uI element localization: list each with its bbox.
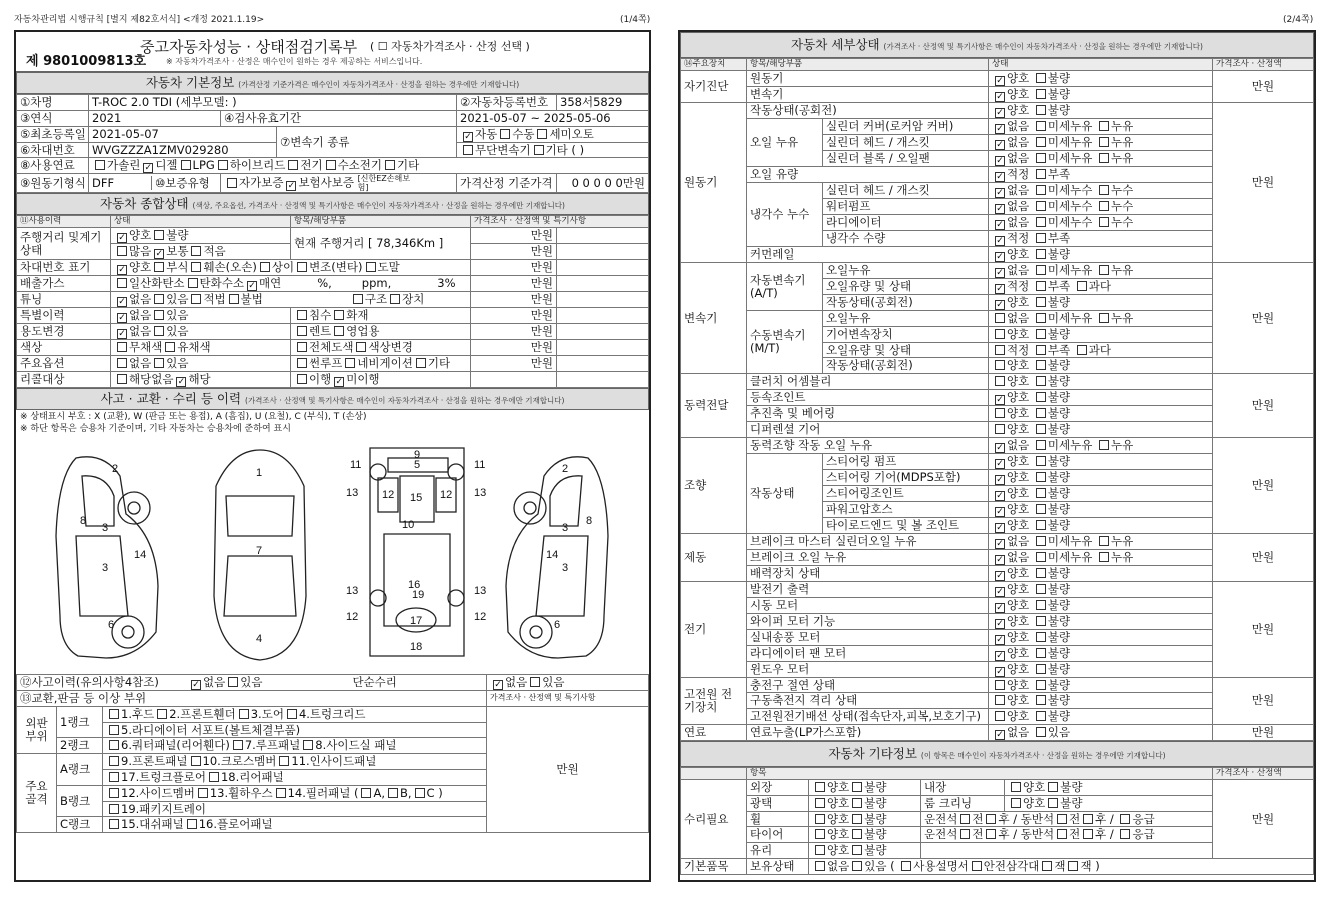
sub-item-label: 스티어링 펌프 <box>823 453 989 469</box>
basic-info-table: ①차명 T-ROC 2.0 TDI (세부모델: ) ②자동차등록번호 358서5829 ③연식 2021 ④검사유효기간 2021-05-07 ~ 2025-05-06 ⑤최초등록일 2021-05-07 ⑦변속기 종류 ✓ 자동 수동 세미오토 ⑥차대번호 WVGZZZA1ZMV029280 무단변속기 기타 ( ) ⑧사용연료 가솔린 ✓ 디젤 LPG 하이브리드 전기 수소전기 기타 ⑨원동기형식 DFF ⑩보증유형 자가보증 ✓ 보험사보증 [신한EZ손해보험] 가격산정 기준가격 0 0 0 0 0만원 <box>16 94 649 193</box>
overall-status-header: 자동차 종합상태 (색상, 주요옵션, 가격조사 · 산정액 및 특기사항은 매수인이 자동차가격조사 · 산정을 원하는 경우에만 기재합니다) <box>16 193 649 215</box>
car-label: 13 <box>474 584 487 597</box>
sub-item-label: 실린더 블록 / 오일팬 <box>823 151 989 167</box>
status-legend: ※ 상태표시 부호 : X (교환), W (판금 또는 용접), A (흠집), U (요철), C (부식), T (손상) ※ 하단 항목은 승용차 기준이며, 기타 자동차는 승용차에 준하여 표시 <box>20 411 367 434</box>
car-label: 13 <box>346 584 359 597</box>
overall-status-table: ⑪사용이력 상태 항목/해당부품 가격조사 · 산정액 및 특기사항 주행거리 및계기상태 ✓ 양호 불량 현재 주행거리 [ 78,346Km ] 만원 많음 ✓ 보통 적음 만원 차대번호 표기 ✓ 양호 부식 훼손(오손) 상이 변조(변타) 도말 만원 배출가스 일산화탄소 탄화수소 ✓ 매연 %, ppm, 3% 만원 튜닝 ✓ 없음 있음 적법 불법 구조 장치 만원 특별이력 ✓ 없음 있음 침수 화재 만원 용도변경 ✓ 없음 있음 렌트 영업용 만원 색상 무채색 유채색 전체도색 색상변경 만원 주요옵션 없음 있음 썬루프 네비게이션 기타 만원 리콜대상 해당없음 ✓ 해당 이행 ✓ 미이행 <box>16 215 649 388</box>
car-label: 12 <box>382 488 395 501</box>
item-label: 커먼레일 <box>747 247 989 263</box>
status-options[interactable]: ✓ 없음 미세누수 누수 <box>989 215 1213 231</box>
page-number-2: (2/4쪽) <box>1283 15 1314 25</box>
car-label: 11 <box>350 458 362 471</box>
detail-price: 만원 <box>1213 533 1314 581</box>
document-title: 중고자동차성능 · 상태점검기록부 <box>140 38 358 56</box>
car-diagram <box>16 436 649 674</box>
status-options[interactable]: ✓ 양호 불량 <box>989 501 1213 517</box>
car-label: 3 <box>102 521 109 534</box>
status-options[interactable]: 양호 불량 <box>989 709 1213 725</box>
car-label: 16 <box>408 578 421 591</box>
transmission-row1: ✓ 자동 수동 세미오토 <box>457 126 649 142</box>
item-label: 배력장치 상태 <box>747 565 989 581</box>
detail-price: 만원 <box>1213 437 1314 533</box>
car-label: 7 <box>256 544 263 557</box>
right-rear-wheel <box>520 616 552 648</box>
detail-row <box>681 533 1314 549</box>
status-options[interactable]: ✓ 양호 불량 <box>989 295 1213 311</box>
item-label: 오일 유량 <box>747 167 989 183</box>
device-group: 연료 <box>681 724 747 740</box>
status-options[interactable]: ✓ 적정 부족 <box>989 231 1213 247</box>
accident-table: ⑫사고이력(유의사항4참조) ✓ 없음 있음 단순수리 ✓ 없음 있음 ⑬교환,판금 등 이상 부위 가격조사 · 산정액 및 특기사항 외판 부위 1랭크 1.후드 2.프론트휀더 3.도어 4.트렁크리드 만원 5.라디에이터 서포트(볼트체결부품) 2랭크 6.쿼터패널(리어휀다) 7.루프패널 8.사이드실 패널 주요 골격 A랭크 9.프론트패널 10.크로스멤버 11.인사이드패널 17.트렁크플로어 18.리어패널 B랭크 12.사이드멤버 13.휠하우스 14.필러패널 ( A, B, C ) 19.패키지트레이 C랭크 15.대쉬패널 16.플로어패널 <box>16 674 649 833</box>
item-label: 충전구 절연 상태 <box>747 677 989 693</box>
left-rear-wheel <box>112 616 144 648</box>
car-label: 13 <box>346 486 359 499</box>
sub-item-label: 실린더 헤드 / 개스킷 <box>823 183 989 199</box>
sub-item-label: 작동상태(공회전) <box>823 295 989 311</box>
sub-item-label: 파워고압호스 <box>823 501 989 517</box>
accident-history-header: 사고 · 교환 · 수리 등 이력 (가격조사 · 산정액 및 특기사항은 매수인이 자동차가격조사 · 산정을 원하는 경우에만 기재합니다) <box>16 388 649 410</box>
car-label: 1 <box>256 466 263 479</box>
page-1 <box>14 30 651 882</box>
device-group: 동력전달 <box>681 374 747 437</box>
item-label: 클러치 어셈블리 <box>747 374 989 390</box>
item-label: 디퍼렌셜 기어 <box>747 421 989 437</box>
device-group: 원동기 <box>681 103 747 263</box>
status-options[interactable]: ✓ 없음 미세누유 누유 <box>989 549 1213 565</box>
car-label: 14 <box>134 548 147 561</box>
base-price: 0 0 0 0 0만원 <box>557 174 649 193</box>
page-number-1: (1/4쪽) <box>620 15 651 25</box>
status-options[interactable]: 없음 미세누유 누유 <box>989 311 1213 327</box>
status-options[interactable]: ✓ 없음 미세누유 누유 <box>989 533 1213 549</box>
sub-item-label: 타이로드엔드 및 볼 조인트 <box>823 517 989 533</box>
sub-item-label: 오일누유 <box>823 311 989 327</box>
detail-price: 만원 <box>1213 71 1314 103</box>
car-label: 10 <box>402 518 415 531</box>
status-options[interactable]: ✓ 양호 불량 <box>989 71 1213 87</box>
status-options[interactable]: 양호 불량 <box>989 358 1213 374</box>
detail-row <box>681 103 1314 119</box>
item-label: 브레이크 마스터 실린더오일 누유 <box>747 533 989 549</box>
detail-row: 작동상태 스티어링 펌프 ✓ 양호 불량 <box>681 453 1314 469</box>
detail-row <box>681 374 1314 390</box>
car-label: 19 <box>412 588 425 601</box>
first-registration: 2021-05-07 <box>89 126 277 142</box>
detail-price: 만원 <box>1213 724 1314 740</box>
detail-row: 오일 누유 실린더 커버(로커암 커버) ✓ 없음 미세누유 누유 <box>681 119 1314 135</box>
car-label: 6 <box>554 618 561 631</box>
car-label: 13 <box>474 486 487 499</box>
status-options[interactable]: ✓ 없음 미세누유 누유 <box>989 119 1213 135</box>
car-label: 14 <box>546 548 559 561</box>
status-options[interactable]: ✓ 양호 불량 <box>989 389 1213 405</box>
status-options[interactable]: ✓ 양호 불량 <box>989 103 1213 119</box>
detail-price: 만원 <box>1213 581 1314 677</box>
warranty-type: 자가보증 ✓ 보험사보증 [신한EZ손해보험] <box>221 174 457 193</box>
car-label: 17 <box>410 614 423 627</box>
service-note: ※ 자동차가격조사 · 산정은 매수인이 원하는 경우 제공하는 서비스입니다. <box>166 57 423 66</box>
detail-row <box>681 724 1314 740</box>
title-block <box>16 32 649 72</box>
item-label: 원동기 <box>747 71 989 87</box>
car-label: 6 <box>108 618 115 631</box>
car-label: 9 <box>414 448 421 461</box>
etc-price: 만원 <box>1213 779 1314 858</box>
detail-price: 만원 <box>1213 263 1314 374</box>
status-options[interactable]: ✓ 양호 불량 <box>989 517 1213 533</box>
item-label: 라디에이터 팬 모터 <box>747 645 989 661</box>
status-options[interactable]: ✓ 양호 불량 <box>989 565 1213 581</box>
device-group: 전기 <box>681 581 747 677</box>
status-options[interactable]: ✓ 없음 있음 <box>989 724 1213 740</box>
model-year: 2021 <box>89 110 221 126</box>
car-label: 8 <box>586 514 593 527</box>
sub-item-label: 작동상태(공회전) <box>823 358 989 374</box>
vin: WVGZZZA1ZMV029280 <box>89 142 277 158</box>
car-diagram-svg <box>16 436 649 674</box>
page-2 <box>678 30 1316 882</box>
status-options[interactable]: ✓ 양호 불량 <box>989 661 1213 677</box>
document-number: 제 9801009813호 <box>26 54 147 69</box>
status-options[interactable]: ✓ 양호 불량 <box>989 645 1213 661</box>
status-options[interactable]: ✓ 양호 불량 <box>989 485 1213 501</box>
car-label: 4 <box>256 632 263 645</box>
item-label: 동력조향 작동 오일 누유 <box>747 437 989 453</box>
car-label: 8 <box>80 514 87 527</box>
car-label: 2 <box>112 462 119 475</box>
status-options[interactable]: ✓ 양호 불량 <box>989 87 1213 103</box>
accident-price: 만원 <box>487 706 649 832</box>
status-options[interactable]: ✓ 없음 미세누수 누수 <box>989 199 1213 215</box>
status-options[interactable]: 양호 불량 <box>989 374 1213 390</box>
item-label: 변속기 <box>747 87 989 103</box>
etc-info-table: 항목 가격조사 · 산정액 수리필요 외장 양호 불량 내장 양호 불량 만원 광택 양호 불량 룸 크리닝 양호 불량 휠 양호 불량 운전석 전 후 / 동반석 전 후 / 응급 타이어 양호 불량 운전석 전 후 / 동반석 전 후 / 응급 유리 양호 불량 기본품목 보유상태 없음 있음 ( 사용설명서 안전삼각대 잭 잭 ) <box>680 767 1314 875</box>
detail-price: 만원 <box>1213 677 1314 724</box>
detail-row <box>681 677 1314 693</box>
status-options[interactable]: ✓ 적정 부족 <box>989 167 1213 183</box>
sub-item-label: 실린더 헤드 / 개스킷 <box>823 135 989 151</box>
detail-row <box>681 71 1314 87</box>
form-reference: 자동차관리법 시행규칙 [별지 제82호서식] <개정 2021.1.19> <box>14 15 265 25</box>
status-options[interactable]: ✓ 없음 미세누유 누유 <box>989 263 1213 279</box>
item-label: 등속조인트 <box>747 389 989 405</box>
detail-row: 냉각수 누수 실린더 헤드 / 개스킷 ✓ 없음 미세누수 누수 <box>681 183 1314 199</box>
car-label: 15 <box>410 491 423 504</box>
detail-row: 변속기 자동변속기 (A/T) 오일누유 ✓ 없음 미세누유 누유 만원 <box>681 263 1314 279</box>
inspection-period: 2021-05-07 ~ 2025-05-06 <box>457 110 649 126</box>
item-label: 윈도우 모터 <box>747 661 989 677</box>
detail-row: 수동변속기 (M/T) 오일누유 없음 미세누유 누유 <box>681 311 1314 327</box>
engine-type: DFF <box>92 175 115 190</box>
status-options[interactable]: 양호 불량 <box>989 326 1213 342</box>
car-label: 3 <box>102 561 109 574</box>
status-options[interactable]: ✓ 적정 부족 과다 <box>989 279 1213 295</box>
status-options[interactable]: ✓ 양호 불량 <box>989 613 1213 629</box>
item-label: 작동상태(공회전) <box>747 103 989 119</box>
car-label: 2 <box>562 462 569 475</box>
status-options[interactable]: ✓ 없음 미세누유 누유 <box>989 151 1213 167</box>
car-label: 18 <box>410 640 423 653</box>
status-options[interactable]: ✓ 양호 불량 <box>989 597 1213 613</box>
sub-item-label: 오일누유 <box>823 263 989 279</box>
status-options[interactable]: ✓ 없음 미세누수 누수 <box>989 183 1213 199</box>
etc-info-header: 자동차 기타정보 (이 항목은 매수인이 자동차가격조사 · 산정을 원하는 경우에만 기재합니다) <box>680 741 1314 767</box>
car-label: 12 <box>474 610 487 623</box>
status-options[interactable]: ✓ 없음 미세누유 누유 <box>989 135 1213 151</box>
car-label: 3 <box>562 561 569 574</box>
sub-item-label: 라디에이터 <box>823 215 989 231</box>
car-label: 3 <box>562 521 569 534</box>
sub-item-label: 스티어링조인트 <box>823 485 989 501</box>
car-label: 12 <box>346 610 359 623</box>
status-options[interactable]: ✓ 양호 불량 <box>989 453 1213 469</box>
device-group: 고전원 전기장치 <box>681 677 747 724</box>
status-options[interactable]: 양호 불량 <box>989 693 1213 709</box>
car-label: 12 <box>440 488 453 501</box>
sub-item-label: 워터펌프 <box>823 199 989 215</box>
item-label: 추진축 및 베어링 <box>747 405 989 421</box>
device-group: 변속기 <box>681 263 747 374</box>
sub-item-label: 스티어링 기어(MDPS포함) <box>823 469 989 485</box>
item-label: 연료누출(LP가스포함) <box>747 724 989 740</box>
registration-number: 358서5829 <box>557 95 649 111</box>
status-options[interactable]: 양호 불량 <box>989 677 1213 693</box>
item-label: 브레이크 오일 누유 <box>747 549 989 565</box>
status-options[interactable]: ✓ 양호 불량 <box>989 629 1213 645</box>
detail-status-table: ⑭주요장치 항목/해당부품 상태 가격조사 · 산정액 자기진단 원동기 ✓ 양호 불량 만원 변속기 ✓ 양호 불량 원동기 작동상태(공회전) ✓ 양호 불량 만원 오일 누유 실린더 커버(로커암 커버) ✓ 없음 미세누유 누유 실린더 헤드 / 개스킷 ✓ 없음 미세누유 누유 실린더 블록 / 오일팬 ✓ 없음 미세누유 누유 오일 유량 ✓ 적정 부족 냉각수 누수 실린더 헤드 / 개스킷 ✓ 없음 미세누수 누수 워터펌프 ✓ 없음 미세누수 누수 라디에이터 ✓ 없음 미세누수 누수 냉각수 수량 ✓ 적정 부족 커먼레일 ✓ 양호 불량 변속기 자동변속기 (A/T) 오일누유 ✓ 없음 미세누유 누유 만원 오일유량 및 상태 ✓ 적정 부족 과다 작동상태(공회전) ✓ 양호 불량 수동변속기 (M/T) 오일누유 없음 미세누유 누유 기어변속장치 양호 불량 오일유량 및 상태 적정 부족 과다 작동상태(공회전) 양호 불량 동력전달 클러치 어셈블리 양호 불량 만원 등속조인트 ✓ 양호 불량 추진축 및 베어링 양호 불량 디퍼렌셜 기어 양호 불량 조향 동력조향 작동 오일 누유 ✓ 없음 미세누유 누유 만원 작동상태 스티어링 펌프 ✓ 양호 불량 스티어링 기어(MDPS포함) ✓ 양호 불량 스티어링조인트 ✓ 양호 불량 파워고압호스 ✓ 양호 불량 타이로드엔드 및 볼 조인트 ✓ 양호 불량 제동 브레이크 마스터 실린더오일 누유 ✓ 없음 미세누유 누유 만원 브레이크 오일 누유 ✓ 없음 미세누유 누유 배력장치 상태 ✓ 양호 불량 전기 발전기 출력 ✓ 양호 불량 만원 시동 모터 ✓ 양호 불량 와이퍼 모터 기능 ✓ 양호 불량 실내송풍 모터 ✓ 양호 불량 라디에이터 팬 모터 ✓ 양호 불량 윈도우 모터 ✓ 양호 불량 고전원 전기장치 충전구 절연 상태 양호 불량 만원 구동축전지 격리 상태 양호 불량 고전원전기배선 상태(접속단자,피복,보호기구) 양호 불량 연료 연료누출(LP가스포함) ✓ 없음 있음 만원 <box>680 58 1314 741</box>
detail-row <box>681 437 1314 453</box>
item-label: 구동축전지 격리 상태 <box>747 693 989 709</box>
basic-info-header: 자동차 기본정보 (가격산정 기준가격은 매수인이 자동차가격조사 · 산정을 원하는 경우에만 기재합니다) <box>16 72 649 94</box>
car-label: 11 <box>474 458 486 471</box>
sub-item-label: 실린더 커버(로커암 커버) <box>823 119 989 135</box>
detail-status-header: 자동차 세부상태 (가격조사 · 산정액 및 특기사항은 매수인이 자동차가격조사 · 산정을 원하는 경우에만 기재합니다) <box>680 32 1314 58</box>
transmission-row2: 무단변속기 기타 ( ) <box>457 142 649 158</box>
detail-price: 만원 <box>1213 103 1314 263</box>
device-group: 제동 <box>681 533 747 581</box>
current-mileage: 현재 주행거리 [ 78,346Km ] <box>291 228 471 260</box>
sub-item-label: 오일유량 및 상태 <box>823 342 989 358</box>
sub-item-label: 오일유량 및 상태 <box>823 279 989 295</box>
status-options[interactable]: 적정 부족 과다 <box>989 342 1213 358</box>
left-front-wheel <box>118 492 150 524</box>
right-front-wheel <box>514 492 546 524</box>
item-label: 시동 모터 <box>747 597 989 613</box>
status-options[interactable]: ✓ 양호 불량 <box>989 469 1213 485</box>
car-name: T-ROC 2.0 TDI (세부모델: ) <box>89 95 457 111</box>
item-label: 와이퍼 모터 기능 <box>747 613 989 629</box>
sub-item-label: 기어변속장치 <box>823 326 989 342</box>
status-options[interactable]: ✓ 없음 미세누유 누유 <box>989 437 1213 453</box>
fuel-type: 가솔린 ✓ 디젤 LPG 하이브리드 전기 수소전기 기타 <box>89 158 649 174</box>
detail-price: 만원 <box>1213 374 1314 437</box>
status-options[interactable]: 양호 불량 <box>989 405 1213 421</box>
status-options[interactable]: ✓ 양호 불량 <box>989 247 1213 263</box>
car-label: 5 <box>414 458 421 471</box>
status-options[interactable]: ✓ 양호 불량 <box>989 581 1213 597</box>
sub-item-label: 냉각수 수량 <box>823 231 989 247</box>
item-label: 실내송풍 모터 <box>747 629 989 645</box>
device-group: 자기진단 <box>681 71 747 103</box>
status-options[interactable]: 양호 불량 <box>989 421 1213 437</box>
detail-row <box>681 581 1314 597</box>
device-group: 조향 <box>681 437 747 533</box>
item-label: 발전기 출력 <box>747 581 989 597</box>
item-label: 고전원전기배선 상태(접속단자,피복,보호기구) <box>747 709 989 725</box>
price-option[interactable]: ( ☐ 자동차가격조사 · 산정 선택 ) <box>370 40 530 53</box>
